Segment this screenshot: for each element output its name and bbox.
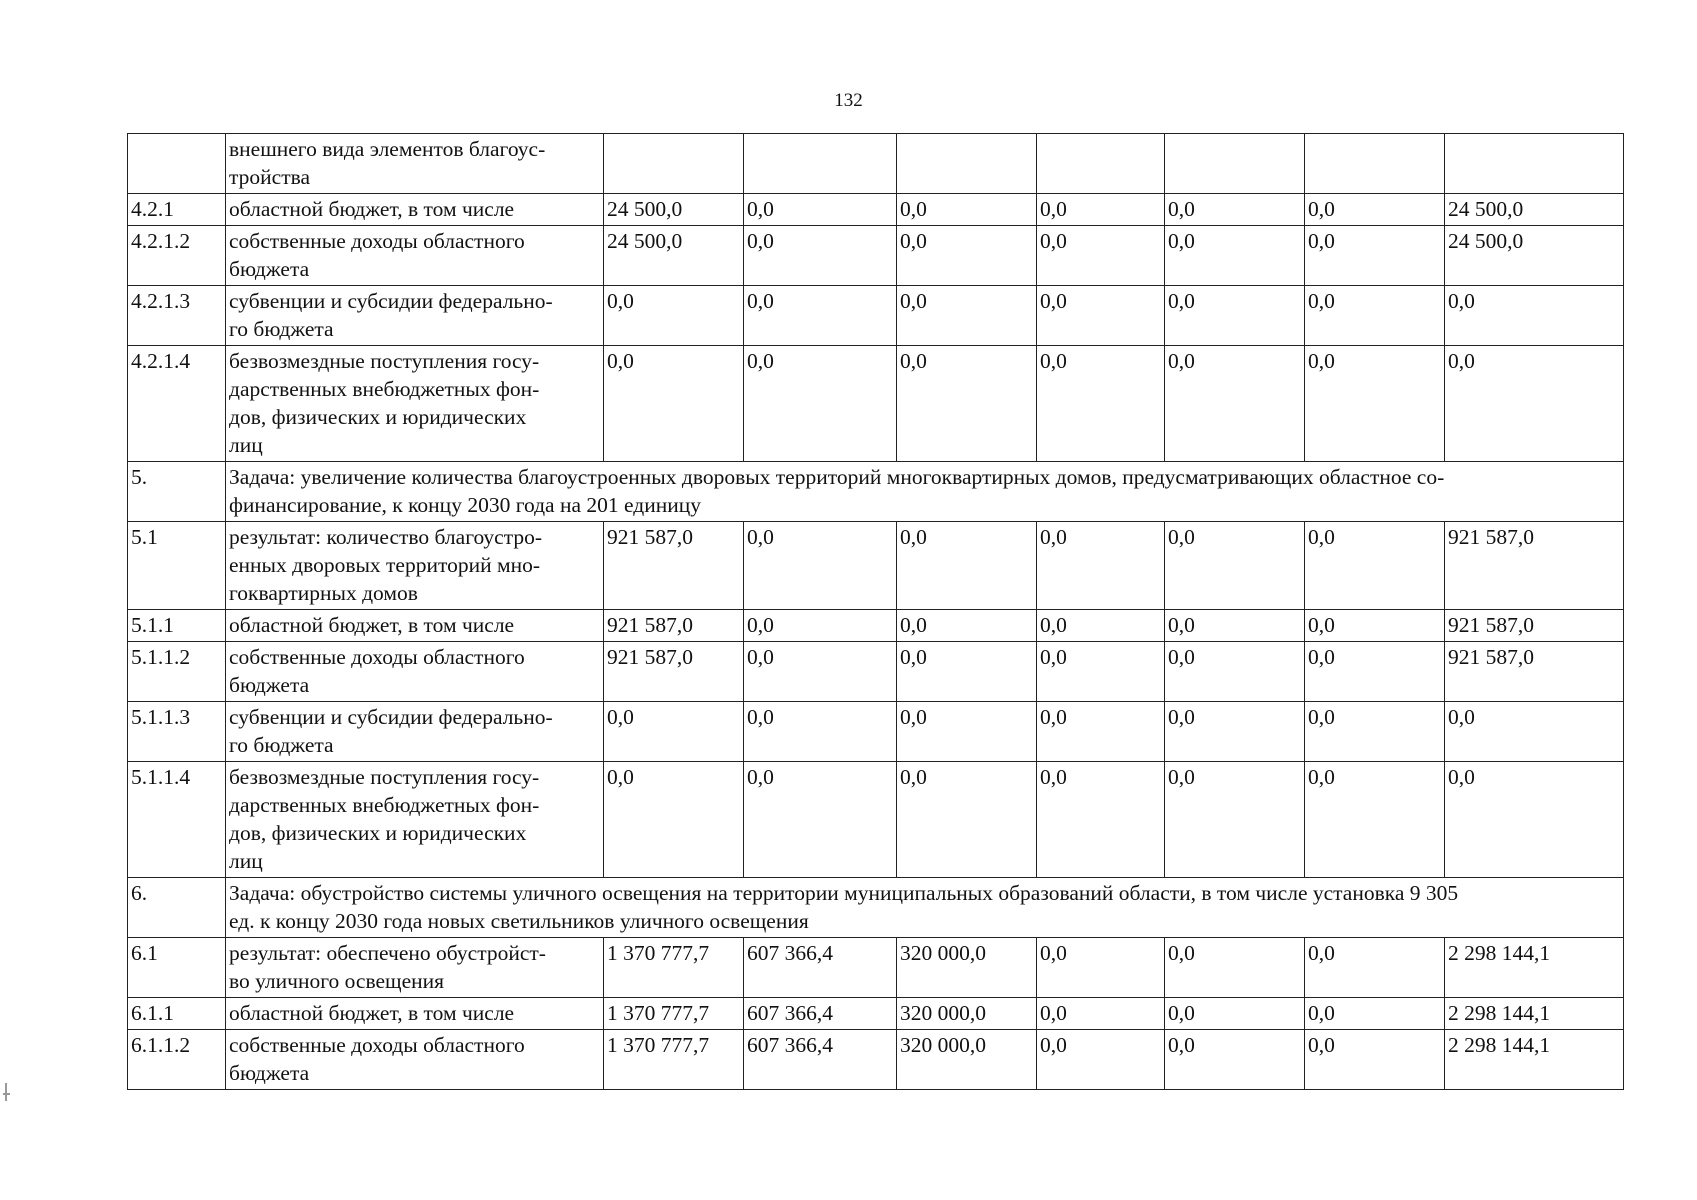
scan-artifact bbox=[3, 1093, 10, 1095]
value-cell: 0,0 bbox=[744, 194, 897, 226]
value-cell: 0,0 bbox=[897, 762, 1037, 878]
value-cell: 320 000,0 bbox=[897, 938, 1037, 998]
value-cell bbox=[604, 134, 744, 194]
value-cell bbox=[1037, 134, 1165, 194]
item-name-cell: субвенции и субсидии федерально- го бюджета bbox=[226, 702, 604, 762]
item-name-cell: областной бюджет, в том числе bbox=[226, 610, 604, 642]
value-cell: 0,0 bbox=[1305, 522, 1445, 610]
value-cell: 921 587,0 bbox=[1445, 610, 1624, 642]
value-cell: 921 587,0 bbox=[604, 522, 744, 610]
value-cell: 0,0 bbox=[1037, 346, 1165, 462]
item-name-cell: результат: обеспечено обустройст- во уличного освещения bbox=[226, 938, 604, 998]
scan-artifact bbox=[5, 1083, 7, 1101]
table-row bbox=[128, 522, 1624, 610]
value-cell: 0,0 bbox=[1165, 702, 1305, 762]
item-name-cell: безвозмездные поступления госу- дарственных внебюджетных фон- дов, физических и юридических лиц bbox=[226, 762, 604, 878]
table-row bbox=[128, 702, 1624, 762]
task-row bbox=[128, 462, 1624, 522]
task-row bbox=[128, 878, 1624, 938]
table-row bbox=[128, 998, 1624, 1030]
value-cell: 0,0 bbox=[1445, 346, 1624, 462]
task-description-cell: Задача: обустройство системы уличного освещения на территории муниципальных образований области, в том числе установка 9 305 ед. к концу 2030 года новых светильников уличного освещения bbox=[226, 878, 1624, 938]
value-cell: 0,0 bbox=[897, 286, 1037, 346]
value-cell: 0,0 bbox=[1037, 226, 1165, 286]
row-number-cell: 4.2.1 bbox=[128, 194, 226, 226]
value-cell: 0,0 bbox=[1165, 194, 1305, 226]
item-name-cell: безвозмездные поступления госу- дарственных внебюджетных фон- дов, физических и юридических лиц bbox=[226, 346, 604, 462]
value-cell: 0,0 bbox=[744, 286, 897, 346]
table-row bbox=[128, 938, 1624, 998]
value-cell: 0,0 bbox=[1305, 194, 1445, 226]
value-cell: 320 000,0 bbox=[897, 1030, 1037, 1090]
value-cell bbox=[1445, 134, 1624, 194]
value-cell: 0,0 bbox=[1165, 998, 1305, 1030]
row-number-cell: 6.1.1.2 bbox=[128, 1030, 226, 1090]
value-cell: 0,0 bbox=[1037, 938, 1165, 998]
value-cell: 24 500,0 bbox=[1445, 194, 1624, 226]
table-row bbox=[128, 226, 1624, 286]
item-name-cell: собственные доходы областного бюджета bbox=[226, 642, 604, 702]
value-cell: 921 587,0 bbox=[1445, 522, 1624, 610]
value-cell bbox=[1165, 134, 1305, 194]
value-cell: 0,0 bbox=[897, 610, 1037, 642]
value-cell: 921 587,0 bbox=[1445, 642, 1624, 702]
row-number-cell: 6. bbox=[128, 878, 226, 938]
value-cell: 0,0 bbox=[744, 346, 897, 462]
value-cell: 0,0 bbox=[1037, 1030, 1165, 1090]
value-cell bbox=[744, 134, 897, 194]
value-cell: 0,0 bbox=[1305, 226, 1445, 286]
value-cell: 0,0 bbox=[1445, 702, 1624, 762]
table-row bbox=[128, 134, 1624, 194]
value-cell: 0,0 bbox=[744, 702, 897, 762]
value-cell: 0,0 bbox=[897, 702, 1037, 762]
task-description-cell: Задача: увеличение количества благоустроенных дворовых территорий многоквартирных домов, предусматривающих областное со- финансирование, к концу 2030 года на 201 единицу bbox=[226, 462, 1624, 522]
page-number: 132 bbox=[834, 90, 863, 111]
value-cell: 0,0 bbox=[1037, 998, 1165, 1030]
table-row bbox=[128, 762, 1624, 878]
item-name-cell: субвенции и субсидии федерально- го бюджета bbox=[226, 286, 604, 346]
value-cell: 0,0 bbox=[1037, 194, 1165, 226]
value-cell: 0,0 bbox=[744, 642, 897, 702]
table-row bbox=[128, 346, 1624, 462]
value-cell: 0,0 bbox=[1165, 226, 1305, 286]
value-cell: 0,0 bbox=[1037, 642, 1165, 702]
value-cell: 0,0 bbox=[1305, 938, 1445, 998]
row-number-cell: 5.1.1.3 bbox=[128, 702, 226, 762]
item-name-cell: областной бюджет, в том числе bbox=[226, 194, 604, 226]
value-cell: 0,0 bbox=[1305, 702, 1445, 762]
value-cell: 0,0 bbox=[1305, 346, 1445, 462]
value-cell: 0,0 bbox=[1037, 286, 1165, 346]
value-cell: 0,0 bbox=[1445, 286, 1624, 346]
budget-table bbox=[127, 133, 1624, 1090]
value-cell: 0,0 bbox=[1305, 642, 1445, 702]
value-cell: 0,0 bbox=[744, 522, 897, 610]
value-cell: 0,0 bbox=[1165, 346, 1305, 462]
item-name-cell: внешнего вида элементов благоус- тройства bbox=[226, 134, 604, 194]
value-cell: 607 366,4 bbox=[744, 998, 897, 1030]
value-cell: 921 587,0 bbox=[604, 642, 744, 702]
table-row bbox=[128, 1030, 1624, 1090]
value-cell: 0,0 bbox=[604, 346, 744, 462]
row-number-cell: 5.1 bbox=[128, 522, 226, 610]
item-name-cell: результат: количество благоустро- енных дворовых территорий мно- гоквартирных домов bbox=[226, 522, 604, 610]
table-row bbox=[128, 610, 1624, 642]
row-number-cell: 4.2.1.4 bbox=[128, 346, 226, 462]
value-cell: 0,0 bbox=[1165, 762, 1305, 878]
value-cell: 24 500,0 bbox=[604, 194, 744, 226]
value-cell: 0,0 bbox=[1165, 522, 1305, 610]
value-cell: 921 587,0 bbox=[604, 610, 744, 642]
value-cell: 0,0 bbox=[897, 194, 1037, 226]
row-number-cell: 6.1.1 bbox=[128, 998, 226, 1030]
value-cell: 0,0 bbox=[1165, 642, 1305, 702]
value-cell bbox=[1305, 134, 1445, 194]
value-cell: 0,0 bbox=[1165, 286, 1305, 346]
row-number-cell: 4.2.1.2 bbox=[128, 226, 226, 286]
value-cell: 0,0 bbox=[1165, 1030, 1305, 1090]
table-row bbox=[128, 286, 1624, 346]
value-cell bbox=[897, 134, 1037, 194]
row-number-cell: 5.1.1.2 bbox=[128, 642, 226, 702]
value-cell: 0,0 bbox=[1305, 762, 1445, 878]
row-number-cell: 5. bbox=[128, 462, 226, 522]
value-cell: 0,0 bbox=[1165, 938, 1305, 998]
value-cell: 607 366,4 bbox=[744, 1030, 897, 1090]
item-name-cell: собственные доходы областного бюджета bbox=[226, 226, 604, 286]
row-number-cell: 6.1 bbox=[128, 938, 226, 998]
value-cell: 0,0 bbox=[1305, 286, 1445, 346]
value-cell: 0,0 bbox=[897, 226, 1037, 286]
value-cell: 0,0 bbox=[604, 286, 744, 346]
value-cell: 0,0 bbox=[604, 702, 744, 762]
table-row bbox=[128, 194, 1624, 226]
value-cell: 0,0 bbox=[1305, 1030, 1445, 1090]
value-cell: 0,0 bbox=[1037, 762, 1165, 878]
value-cell: 1 370 777,7 bbox=[604, 1030, 744, 1090]
value-cell: 0,0 bbox=[1445, 762, 1624, 878]
table-row bbox=[128, 642, 1624, 702]
table-body bbox=[128, 134, 1624, 1090]
value-cell: 0,0 bbox=[744, 762, 897, 878]
value-cell: 0,0 bbox=[1037, 522, 1165, 610]
value-cell: 0,0 bbox=[897, 522, 1037, 610]
value-cell: 1 370 777,7 bbox=[604, 938, 744, 998]
value-cell: 0,0 bbox=[744, 226, 897, 286]
value-cell: 24 500,0 bbox=[1445, 226, 1624, 286]
value-cell: 2 298 144,1 bbox=[1445, 1030, 1624, 1090]
value-cell: 2 298 144,1 bbox=[1445, 998, 1624, 1030]
value-cell: 0,0 bbox=[1037, 702, 1165, 762]
value-cell: 24 500,0 bbox=[604, 226, 744, 286]
row-number-cell: 4.2.1.3 bbox=[128, 286, 226, 346]
value-cell: 0,0 bbox=[604, 762, 744, 878]
row-number-cell: 5.1.1.4 bbox=[128, 762, 226, 878]
value-cell: 0,0 bbox=[1037, 610, 1165, 642]
value-cell: 607 366,4 bbox=[744, 938, 897, 998]
value-cell: 0,0 bbox=[1305, 610, 1445, 642]
value-cell: 320 000,0 bbox=[897, 998, 1037, 1030]
item-name-cell: областной бюджет, в том числе bbox=[226, 998, 604, 1030]
row-number-cell: 5.1.1 bbox=[128, 610, 226, 642]
value-cell: 0,0 bbox=[897, 642, 1037, 702]
value-cell: 1 370 777,7 bbox=[604, 998, 744, 1030]
value-cell: 0,0 bbox=[897, 346, 1037, 462]
value-cell: 0,0 bbox=[744, 610, 897, 642]
value-cell: 0,0 bbox=[1165, 610, 1305, 642]
item-name-cell: собственные доходы областного бюджета bbox=[226, 1030, 604, 1090]
value-cell: 0,0 bbox=[1305, 998, 1445, 1030]
row-number-cell bbox=[128, 134, 226, 194]
value-cell: 2 298 144,1 bbox=[1445, 938, 1624, 998]
